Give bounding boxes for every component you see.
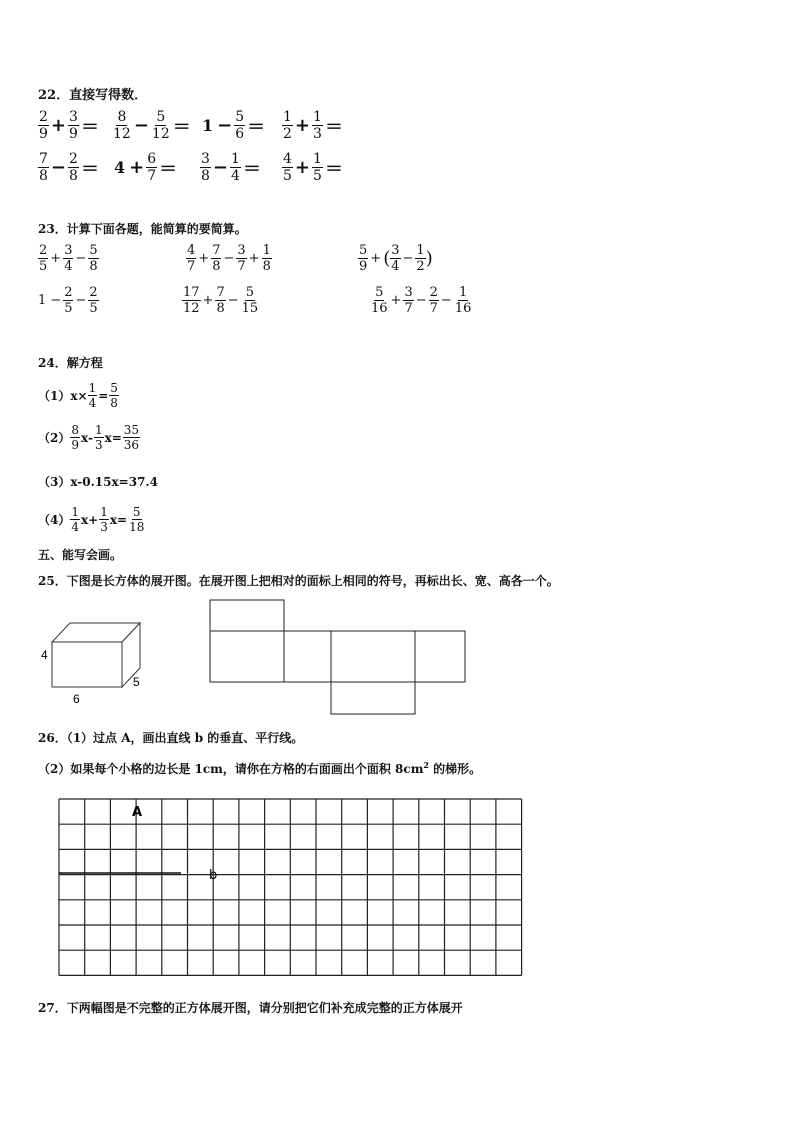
line-b-label: b: [209, 868, 218, 883]
fraction: $\frac{4}{5}$: [283, 151, 292, 184]
cuboid-figure: [30, 612, 160, 712]
q23-expr-5: $\frac{17}{12}$ + $\frac{7}{8}$ − $\frac{5}{15}$: [183, 285, 259, 316]
square-grid[interactable]: [56, 796, 526, 978]
net-face-side-left: [284, 631, 331, 682]
q24-eq-4: （4） $\frac{1}{4}$ x+ $\frac{1}{3}$ x= $\frac{5}{18}$: [38, 505, 145, 534]
cuboid-front-face: [52, 642, 122, 687]
fraction: $\frac{5}{12}$: [151, 109, 170, 142]
q24-eq-2: （2） $\frac{8}{9}$ x- $\frac{1}{3}$ x= $\frac{35}{36}$: [38, 423, 140, 452]
fraction: $\frac{2}{9}$: [39, 109, 48, 142]
q23-title: 23．计算下面各题，能简算的要简算。: [38, 222, 247, 236]
q25-title: 25．下图是长方体的展开图。在展开图上把相对的面标上相同的符号，再标出长、宽、高各一个。: [38, 574, 559, 588]
cuboid-net: [206, 598, 470, 718]
net-face-side-right: [415, 631, 465, 682]
net-face-top: [210, 600, 284, 631]
q24-eq-3: （3） x-0.15x=37.4: [38, 474, 158, 489]
q22-item-4: $\frac{1}{2}$ + $\frac{1}{3}$ ＝: [283, 109, 343, 142]
q22-item-5: $\frac{7}{8}$ − $\frac{2}{8}$ ＝: [39, 151, 99, 184]
fraction: $\frac{1}{5}$: [313, 151, 322, 184]
q22-item-6: 4 + $\frac{6}{7}$ ＝: [114, 151, 178, 184]
q24-eq-1: （1） x× $\frac{1}{4}$ = $\frac{5}{8}$: [38, 381, 118, 410]
q22-item-8: $\frac{4}{5}$ + $\frac{1}{5}$ ＝: [283, 151, 343, 184]
fraction: $\frac{6}{7}$: [147, 151, 157, 184]
q23-expr-6: $\frac{5}{16}$ + $\frac{3}{7}$ − $\frac{2}{7}$ − $\frac{1}{16}$: [371, 285, 472, 316]
q22-item-2: $\frac{8}{12}$ − $\frac{5}{12}$ ＝: [113, 109, 191, 142]
q27-title: 27．下两幅图是不完整的正方体展开图，请分别把它们补充成完整的正方体展开: [38, 1001, 463, 1015]
q24-title: 24．解方程: [38, 356, 103, 370]
fraction: $\frac{3}{8}$: [201, 151, 210, 184]
q26-part2: （2）如果每个小格的边长是 1cm，请你在方格的右面画出个面积 $8cm^2$ 的梯形。: [38, 760, 482, 776]
q23-expr-3: $\frac{5}{9}$ + ( $\frac{3}{4}$ − $\frac{1}{2}$ ): [359, 243, 433, 274]
fraction: $\frac{2}{8}$: [69, 151, 78, 184]
cuboid-length-label: 6: [73, 692, 80, 706]
q26-part1: 26．（1）过点 A，画出直线 b 的垂直、平行线。: [38, 731, 304, 745]
net-face-back: [331, 631, 415, 682]
fraction: $\frac{7}{8}$: [39, 151, 48, 184]
fraction: $\frac{3}{9}$: [69, 109, 78, 142]
fraction: $\frac{1}{4}$: [231, 151, 240, 184]
q22-item-7: $\frac{3}{8}$ − $\frac{1}{4}$ ＝: [201, 151, 261, 184]
q23-expr-2: $\frac{4}{7}$ + $\frac{7}{8}$ − $\frac{3}{7}$ + $\frac{1}{8}$: [187, 243, 271, 274]
net-face-front: [210, 631, 284, 682]
cuboid-width-label: 5: [133, 675, 140, 689]
q23-expr-4: 1 − $\frac{2}{5}$ − $\frac{2}{5}$: [38, 285, 98, 316]
point-a-label: A: [132, 805, 143, 820]
net-face-bottom: [331, 682, 415, 714]
cuboid-height-label: 4: [41, 648, 48, 662]
q22-item-3: 1 − $\frac{5}{6}$ ＝: [202, 109, 266, 142]
fraction: $\frac{8}{12}$: [113, 109, 131, 142]
q22-item-1: $\frac{2}{9}$ + $\frac{3}{9}$ ＝: [39, 109, 99, 142]
section5-title: 五、能写会画。: [38, 548, 123, 562]
fraction: $\frac{1}{2}$: [283, 109, 292, 142]
q23-expr-1: $\frac{2}{5}$ + $\frac{3}{4}$ − $\frac{5}{8}$: [39, 243, 98, 274]
fraction: $\frac{1}{3}$: [313, 109, 322, 142]
q22-title: 22．直接写得数．: [38, 88, 148, 103]
fraction: $\frac{5}{6}$: [235, 109, 245, 142]
